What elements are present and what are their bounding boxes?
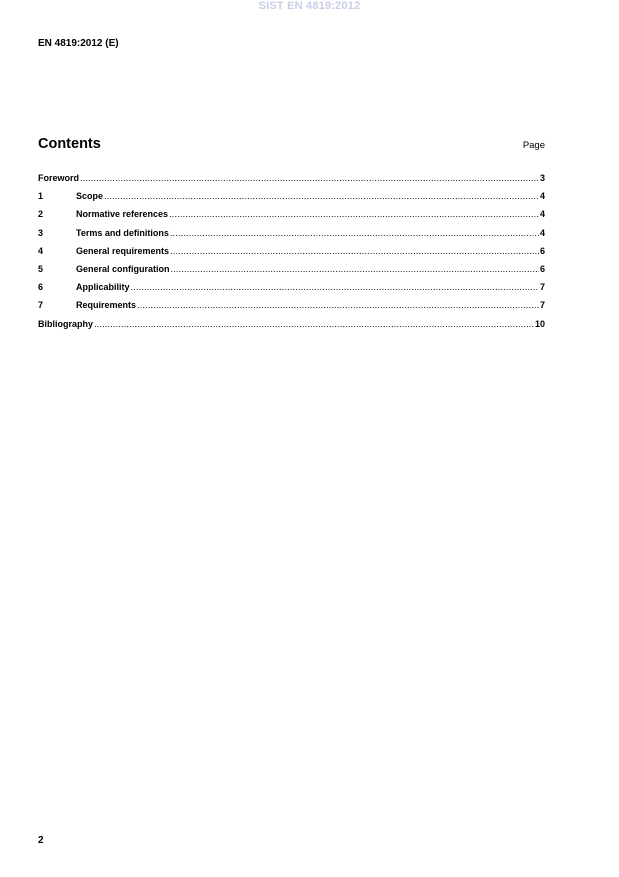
toc-entry-applicability[interactable] — [38, 282, 545, 300]
toc-leader-dots — [137, 300, 539, 310]
toc-leader-dots — [170, 228, 539, 238]
toc-entry-page: 7 — [539, 300, 545, 311]
toc-leader-dots — [131, 282, 539, 292]
toc-entry-title: Terms and definitions — [76, 227, 169, 238]
toc-leader-dots — [171, 264, 539, 274]
toc-entry-title: Scope — [76, 191, 104, 202]
toc-entry-title: General requirements — [76, 245, 170, 256]
toc-leader-dots — [104, 191, 539, 201]
toc-entry-number: 4 — [38, 245, 44, 256]
toc-entry-general-requirements[interactable] — [38, 246, 545, 264]
toc-entry-foreword[interactable] — [38, 173, 545, 191]
toc-entry-page: 4 — [539, 227, 545, 238]
toc-entry-requirements[interactable] — [38, 300, 545, 318]
toc-entry-title: Normative references — [76, 209, 169, 220]
toc-leader-dots — [80, 173, 539, 183]
toc-entry-number: 3 — [38, 227, 44, 238]
toc-leader-dots — [94, 319, 534, 329]
toc-entry-page: 6 — [539, 263, 545, 274]
toc-entry-general-configuration[interactable] — [38, 264, 545, 282]
table-of-contents — [38, 173, 545, 337]
toc-leader-dots — [170, 246, 539, 256]
toc-entry-page: 6 — [539, 245, 545, 256]
toc-entry-page: 4 — [539, 209, 545, 220]
toc-entry-bibliography[interactable] — [38, 319, 545, 337]
toc-entry-number: 6 — [38, 282, 44, 293]
watermark: SIST EN 4819:2012 — [258, 0, 361, 12]
toc-entry-terms-and-definitions[interactable] — [38, 228, 545, 246]
toc-entry-page: 10 — [534, 318, 545, 329]
toc-entry-title: General configuration — [76, 263, 170, 274]
page-column-label: Page — [522, 140, 545, 151]
toc-entry-scope[interactable] — [38, 191, 545, 209]
toc-entry-title: Requirements — [76, 300, 137, 311]
toc-entry-page: 3 — [539, 173, 545, 183]
toc-entry-number: 2 — [38, 209, 44, 220]
page-number: 2 — [38, 835, 44, 846]
toc-entry-page: 7 — [539, 282, 545, 293]
toc-entry-normative-references[interactable] — [38, 209, 545, 227]
toc-entry-title: Foreword — [38, 173, 80, 183]
toc-entry-number: 1 — [38, 191, 44, 202]
toc-entry-number: 5 — [38, 263, 44, 274]
toc-entry-title: Applicability — [76, 282, 130, 293]
toc-entry-page: 4 — [539, 191, 545, 202]
toc-entry-number: 7 — [38, 300, 44, 311]
toc-entry-title: Bibliography — [38, 318, 94, 329]
contents-heading: Contents — [38, 136, 101, 152]
toc-leader-dots — [169, 209, 539, 219]
document-id-header: EN 4819:2012 (E) — [38, 38, 119, 49]
